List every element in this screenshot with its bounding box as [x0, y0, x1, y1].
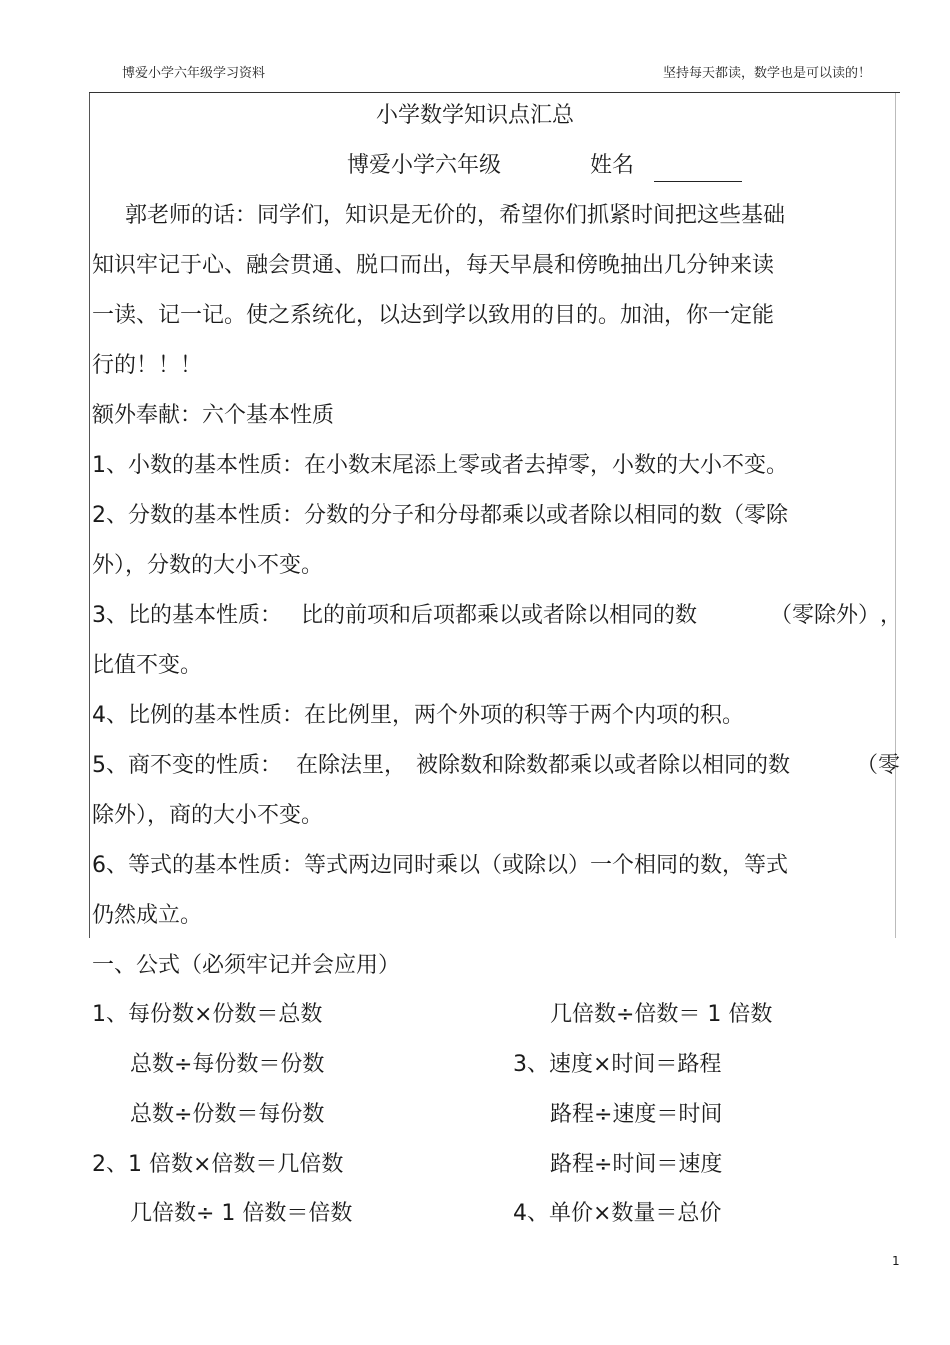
property-5-exception-start: （零: [856, 753, 901, 778]
formula-right-4: 路程÷时间＝速度: [550, 1152, 723, 1177]
formula-left-3: 总数÷份数＝每份数: [130, 1102, 325, 1127]
formula-left-1: 1、每份数×份数＝总数: [92, 1002, 323, 1027]
property-4: 4、比例的基本性质：在比例里，两个外项的积等于两个内项的积。: [92, 703, 744, 728]
document-title: 小学数学知识点汇总: [375, 103, 574, 128]
property-5-context: 在除法里，: [296, 753, 407, 778]
extra-heading: 额外奉献：六个基本性质: [92, 403, 335, 428]
property-5-label: 5、商不变的性质：: [92, 753, 282, 778]
formula-right-3: 路程÷速度＝时间: [550, 1102, 723, 1127]
intro-line-2: 知识牢记于心、融会贯通、脱口而出，每天早晨和傍晚抽出几分钟来读: [92, 253, 775, 278]
property-3-label: 3、比的基本性质：: [92, 603, 282, 628]
property-6-line-1: 6、等式的基本性质：等式两边同时乘以（或除以）一个相同的数，等式: [92, 853, 788, 878]
name-label: 姓名: [590, 153, 635, 178]
formula-right-1: 几倍数÷倍数＝ 1 倍数: [550, 1002, 773, 1027]
header-left-text: 博爱小学六年级学习资料: [122, 66, 266, 81]
property-3-comma: ，: [880, 603, 903, 628]
right-margin-rule: [895, 93, 896, 938]
formula-left-5: 几倍数÷ 1 倍数＝倍数: [130, 1201, 353, 1226]
page-number: 1: [892, 1254, 900, 1268]
intro-line-3: 一读、记一记。使之系统化，以达到学以致用的目的。加油，你一定能: [92, 303, 775, 328]
formula-right-5: 4、单价×数量＝总价: [513, 1201, 722, 1226]
formulas-heading: 一、公式（必须牢记并会应用）: [92, 953, 401, 978]
intro-line-1: 郭老师的话：同学们，知识是无价的，希望你们抓紧时间把这些基础: [125, 203, 786, 228]
property-5-line-2: 除外），商的大小不变。: [92, 803, 324, 828]
formula-left-2: 总数÷每份数＝份数: [130, 1052, 325, 1077]
formula-right-2: 3、速度×时间＝路程: [513, 1052, 722, 1077]
intro-line-4: 行的！！！: [92, 353, 203, 378]
left-margin-rule: [89, 93, 90, 938]
property-2-line-2: 外），分数的大小不变。: [92, 553, 324, 578]
property-5-text: 被除数和除数都乘以或者除以相同的数: [416, 753, 791, 778]
property-3-text: 比的前项和后项都乘以或者除以相同的数: [301, 603, 698, 628]
property-3-line-2: 比值不变。: [92, 653, 203, 678]
school-grade-label: 博爱小学六年级: [347, 153, 502, 178]
property-1: 1、小数的基本性质：在小数末尾添上零或者去掉零，小数的大小不变。: [92, 453, 788, 478]
property-6-line-2: 仍然成立。: [92, 903, 203, 928]
name-blank-line: [654, 181, 742, 182]
formula-left-4: 2、1 倍数×倍数＝几倍数: [92, 1152, 344, 1177]
property-3-exception: （零除外）: [770, 603, 881, 628]
property-2-line-1: 2、分数的基本性质：分数的分子和分母都乘以或者除以相同的数（零除: [92, 503, 788, 528]
header-rule: [89, 92, 900, 93]
header-right-text: 坚持每天都读，数学也是可以读的！: [662, 66, 871, 81]
